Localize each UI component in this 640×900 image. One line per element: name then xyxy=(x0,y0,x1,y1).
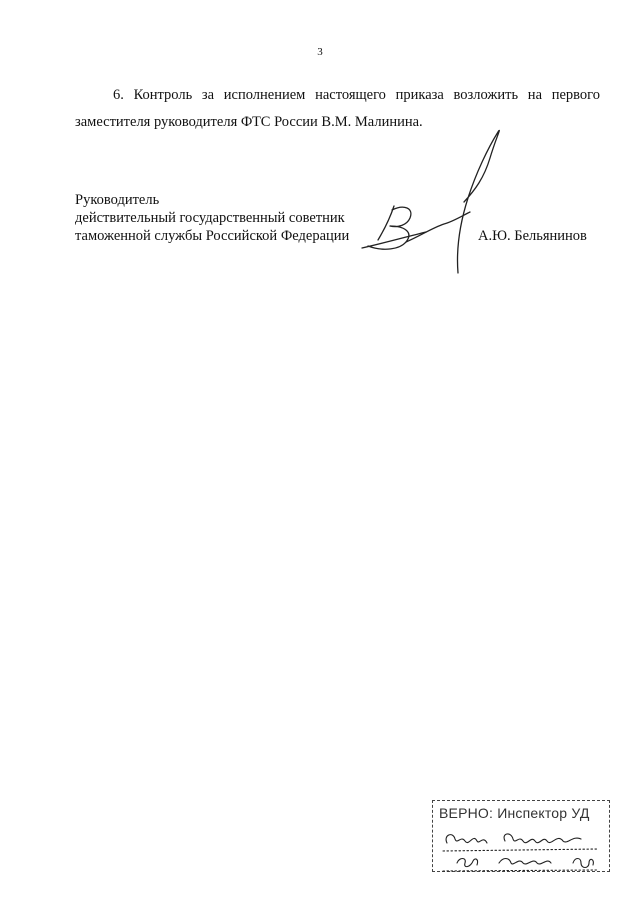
signatory-line-3: таможенной службы Российской Федерации xyxy=(75,228,350,244)
order-paragraph xyxy=(75,82,600,136)
stamp-handwriting xyxy=(433,819,611,873)
paragraph-line-2: заместителя руководителя ФТС России В.М. Малинина. xyxy=(75,114,423,130)
stamp-title: ВЕРНО: Инспектор УД xyxy=(439,805,590,821)
certification-stamp xyxy=(432,800,610,872)
handwritten-signature xyxy=(360,128,505,278)
signatory-line-2: действительный государственный советник xyxy=(75,210,345,226)
signer-name: А.Ю. Бельянинов xyxy=(478,228,587,244)
paragraph-line-1: 6. Контроль за исполнением настоящего приказа возложить на первого xyxy=(113,87,600,103)
page-number: 3 xyxy=(317,46,323,58)
signatory-line-1: Руководитель xyxy=(75,192,160,208)
signatory-title xyxy=(75,191,349,245)
